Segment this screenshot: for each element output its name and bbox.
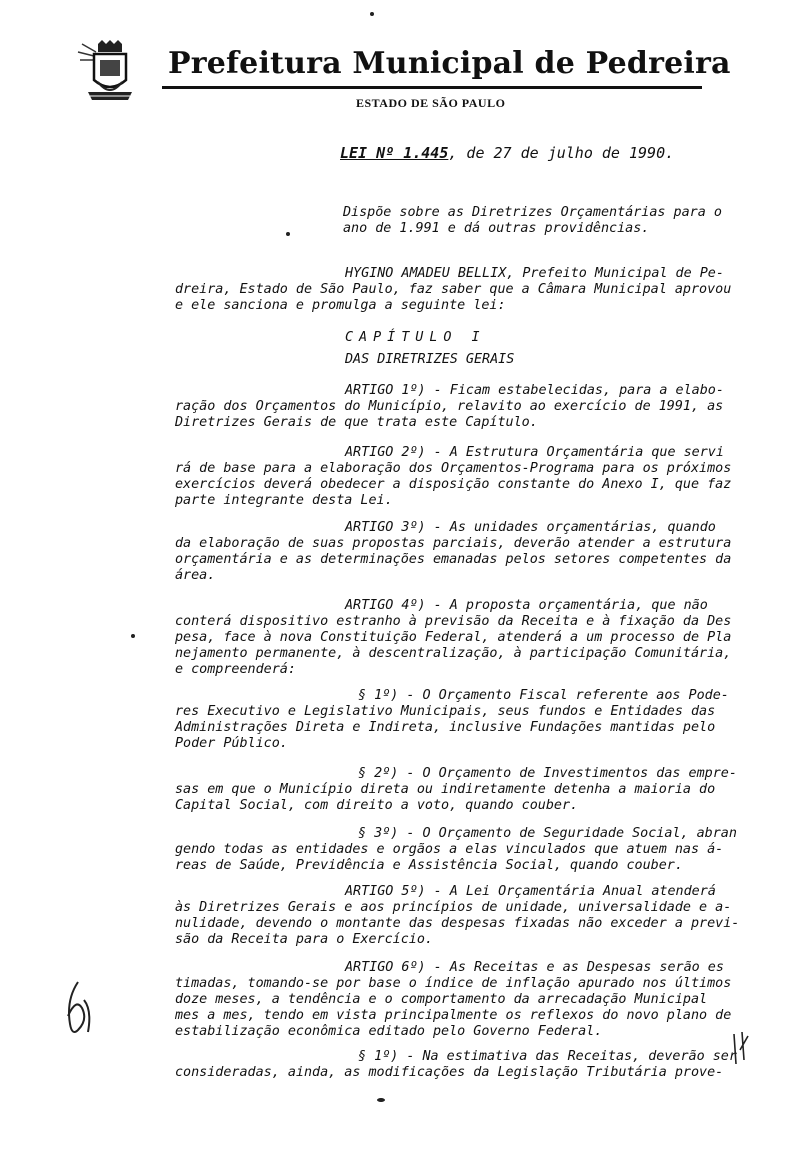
art4-p3-line-3: reas de Saúde, Previdência e Assistência Social, quando couber. [175,858,683,873]
art2-line-3: exercícios deverá obedecer a disposição constante do Anexo I, que faz [175,477,732,492]
art4-line-5: e compreenderá: [175,662,296,677]
art5-line-2: às Diretrizes Gerais e aos princípios de unidade, universalidade e a- [175,900,732,915]
art4-p1-line-1: § 1º) - O Orçamento Fiscal referente aos Pode- [358,688,729,703]
art5-line-3: nulidade, devendo o montante das despesas fixadas não exceder a previ- [175,916,740,931]
art4-p1-line-4: Poder Público. [175,736,288,751]
page-title: Prefeitura Municipal de Pedreira [168,46,731,81]
art6-line-1: ARTIGO 6º) - As Receitas e as Despesas serão es [345,960,724,975]
municipal-crest-icon [74,38,138,108]
art5-line-1: ARTIGO 5º) - A Lei Orçamentária Anual atenderá [345,884,716,899]
intro-line-2: dreira, Estado de São Paulo, faz saber que a Câmara Municipal aprovou [175,282,732,297]
margin-mark-icon [730,1030,754,1070]
law-date: , de 27 de julho de 1990. [448,144,675,162]
speck [370,12,374,16]
art2-line-1: ARTIGO 2º) - A Estrutura Orçamentária que servi [345,445,724,460]
art3-line-1: ARTIGO 3º) - As unidades orçamentárias, quando [345,520,716,535]
art6-line-3: doze meses, a tendência e o comportamento da arrecadação Municipal [175,992,708,1007]
art4-p3-line-1: § 3º) - O Orçamento de Seguridade Social, abran [358,826,737,841]
art6-p1-line-2: consideradas, ainda, as modificações da Legislação Tributária prove- [175,1065,724,1080]
art2-line-2: rá de base para a elaboração dos Orçamentos-Programa para os próximos [175,461,732,476]
art1-line-3: Diretrizes Gerais de que trata este Capítulo. [175,415,538,430]
chapter-label: CAPÍTULO I [345,330,486,345]
art4-line-1: ARTIGO 4º) - A proposta orçamentária, que não [345,598,708,613]
art1-line-2: ração dos Orçamentos do Município, relavito ao exercício de 1991, as [175,399,724,414]
summary-line-2: ano de 1.991 e dá outras providências. [343,221,650,236]
summary-line-1: Dispõe sobre as Diretrizes Orçamentárias para o [343,205,722,220]
art6-line-2: timadas, tomando-se por base o índice de inflação apurado nos últimos [175,976,732,991]
art3-line-4: área. [175,568,216,583]
intro-line-1: HYGINO AMADEU BELLIX, Prefeito Municipal de Pe- [345,266,724,281]
header-divider [162,86,702,89]
art3-line-3: orçamentária e as determinações emanadas pelos setores competentes da [175,552,732,567]
law-number: LEI Nº 1.445 [340,144,449,162]
art1-line-1: ARTIGO 1º) - Ficam estabelecidas, para a elabo- [345,383,724,398]
intro-line-3: e ele sanciona e promulga a seguinte lei: [175,298,506,313]
art4-p3-line-2: gendo todas as entidades e orgãos a elas vinculados que atuem nas á- [175,842,724,857]
art6-line-5: estabilização econômica editado pelo Governo Federal. [175,1024,603,1039]
art4-line-4: nejamento permanente, à descentralização, à participação Comunitária, [175,646,732,661]
art4-line-2: conterá dispositivo estranho à previsão da Receita e à fixação da Des [175,614,732,629]
chapter-title: DAS DIRETRIZES GERAIS [345,352,515,367]
state-label: ESTADO DE SÃO PAULO [356,96,506,110]
speck [377,1098,385,1102]
art2-line-4: parte integrante desta Lei. [175,493,393,508]
art6-p1-line-1: § 1º) - Na estimativa das Receitas, deverão ser [358,1049,737,1064]
art4-p1-line-3: Administrações Direta e Indireta, inclusive Fundações mantidas pelo [175,720,716,735]
art6-line-4: mes a mes, tendo em vista principalmente os reflexos do novo plano de [175,1008,732,1023]
art5-line-4: são da Receita para o Exercício. [175,932,433,947]
art4-p2-line-1: § 2º) - O Orçamento de Investimentos das empre- [358,766,737,781]
handwritten-initial-icon [58,980,98,1040]
law-heading [340,145,674,161]
art4-p1-line-2: res Executivo e Legislativo Municipais, seus fundos e Entidades das [175,704,716,719]
art4-p2-line-3: Capital Social, com direito a voto, quando couber. [175,798,579,813]
art3-line-2: da elaboração de suas propostas parciais, deverão atender a estrutura [175,536,732,551]
art4-p2-line-2: sas em que o Município direta ou indiretamente detenha a maioria do [175,782,716,797]
speck [286,232,290,236]
speck [131,634,135,638]
art4-line-3: pesa, face à nova Constituição Federal, atenderá a um processo de Pla [175,630,732,645]
